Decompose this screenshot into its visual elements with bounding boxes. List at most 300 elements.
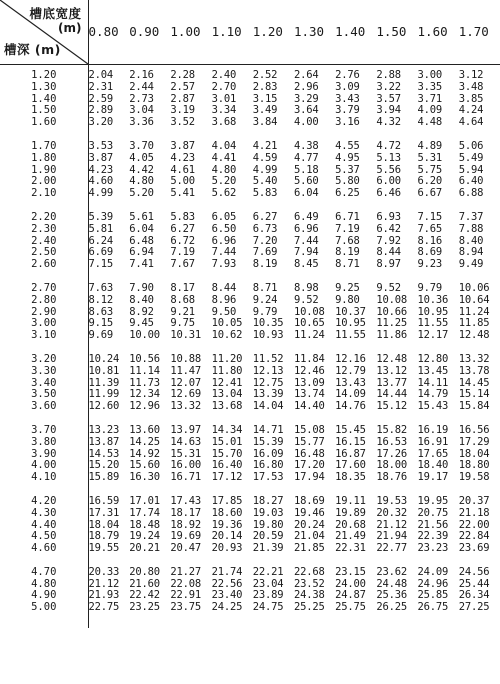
table-cell: 17.31 (88, 507, 120, 519)
table-cell: 8.71 (335, 259, 360, 271)
table-cell: 3.16 (335, 117, 360, 129)
table-row (0, 236, 500, 248)
table-cell: 3.48 (458, 81, 484, 93)
table-cell: 21.74 (211, 566, 243, 578)
table-cell: 2.88 (376, 70, 401, 81)
table-cell: 19.95 (417, 495, 449, 507)
row-depth-label: 1.70 (0, 141, 88, 153)
row-depth-label: 1.20 (0, 70, 88, 82)
table-cell: 25.85 (417, 590, 449, 602)
table-cell: 17.94 (293, 472, 325, 484)
header-row (0, 0, 500, 64)
table-cell: 24.48 (376, 578, 407, 590)
table-cell: 13.39 (252, 389, 284, 401)
table-cell: 22.08 (170, 578, 201, 590)
table-row (0, 212, 500, 224)
table-cell: 2.40 (211, 70, 237, 81)
table-cell: 13.68 (211, 401, 243, 413)
table-cell: 10.37 (335, 306, 366, 318)
table-cell: 16.87 (335, 448, 366, 460)
table-cell: 6.71 (335, 211, 360, 223)
table-row (0, 105, 500, 117)
table-cell: 15.77 (293, 436, 325, 448)
table-cell: 10.95 (417, 306, 449, 318)
table-cell: 19.24 (129, 531, 160, 543)
table-row (0, 378, 500, 390)
table-cell: 14.44 (376, 389, 407, 401)
table-cell: 4.09 (417, 105, 443, 117)
table-cell: 12.46 (293, 365, 325, 377)
spacer-cell (88, 413, 500, 425)
table-cell: 21.93 (88, 590, 120, 602)
spacer-cell (0, 342, 88, 354)
table-cell: 5.18 (293, 164, 319, 176)
table-cell: 9.15 (88, 318, 114, 330)
table-cell: 23.40 (211, 590, 243, 602)
table-cell: 2.87 (170, 93, 195, 105)
table-cell: 9.69 (88, 330, 114, 342)
table-cell: 2.57 (170, 81, 195, 93)
table-cell: 9.50 (211, 306, 237, 318)
table-cell: 10.35 (252, 318, 284, 330)
table-cell: 4.89 (417, 140, 443, 152)
table-cell: 13.32 (170, 401, 201, 413)
table-cell: 16.56 (458, 424, 490, 436)
table-cell: 9.21 (170, 306, 195, 318)
table-cell: 11.25 (376, 318, 407, 330)
table-cell: 13.04 (211, 389, 243, 401)
table-cell: 10.93 (252, 330, 284, 342)
table-cell: 13.23 (88, 424, 120, 436)
table-cell: 13.87 (88, 436, 120, 448)
table-cell: 18.69 (293, 495, 325, 507)
table-cell: 15.43 (417, 401, 449, 413)
table-cell: 16.19 (417, 424, 449, 436)
table-cell: 8.96 (211, 294, 237, 306)
group-spacer (0, 614, 500, 628)
table-cell: 4.42 (129, 164, 154, 176)
spacer-cell (0, 555, 88, 567)
table-cell: 15.70 (211, 448, 243, 460)
table-cell: 16.80 (252, 460, 284, 472)
table-cell: 7.94 (293, 247, 319, 259)
table-cell: 10.62 (211, 330, 243, 342)
column-axis-unit: (m) (58, 21, 82, 35)
row-depth-label: 2.50 (0, 247, 88, 259)
table-cell: 17.29 (458, 436, 490, 448)
table-cell: 22.31 (335, 543, 366, 555)
table-cell: 8.19 (335, 247, 360, 259)
table-row (0, 318, 500, 330)
table-row (0, 354, 500, 366)
table-cell: 5.13 (376, 152, 401, 164)
row-depth-label: 2.70 (0, 283, 88, 295)
table-cell: 9.23 (417, 259, 443, 271)
table-cell: 8.12 (88, 294, 114, 306)
table-cell: 24.09 (417, 566, 449, 578)
table-cell: 2.73 (129, 93, 154, 105)
table-cell: 15.01 (211, 436, 243, 448)
table-row (0, 330, 500, 342)
table-cell: 5.39 (88, 211, 114, 223)
row-depth-label: 3.70 (0, 425, 88, 437)
table-cell: 4.48 (417, 117, 443, 129)
table-cell: 3.64 (293, 105, 319, 117)
group-spacer (0, 484, 500, 496)
table-cell: 25.25 (293, 602, 325, 614)
table-cell: 4.23 (170, 152, 195, 164)
table-row (0, 224, 500, 236)
table-cell: 6.27 (252, 211, 278, 223)
table-cell: 11.39 (88, 377, 120, 389)
table-cell: 12.48 (458, 330, 490, 342)
table-cell: 8.71 (252, 282, 278, 294)
table-cell: 3.71 (417, 93, 443, 105)
table-cell: 13.77 (376, 377, 407, 389)
table-row (0, 389, 500, 401)
table-cell: 7.69 (252, 247, 278, 259)
table-cell: 16.71 (170, 472, 201, 484)
table-cell: 3.94 (376, 105, 401, 117)
table-cell: 15.12 (376, 401, 407, 413)
table-cell: 2.70 (211, 81, 237, 93)
table-cell: 21.12 (88, 578, 120, 590)
table-cell: 3.29 (293, 93, 319, 105)
table-cell: 18.92 (170, 519, 201, 531)
table-cell: 12.13 (252, 365, 284, 377)
table-row (0, 295, 500, 307)
table-cell: 6.49 (293, 211, 319, 223)
table-cell: 16.59 (88, 495, 120, 507)
table-cell: 5.37 (335, 164, 360, 176)
table-cell: 2.89 (88, 105, 114, 117)
row-depth-label: 1.80 (0, 153, 88, 165)
table-cell: 4.05 (129, 152, 154, 164)
table-cell: 17.43 (170, 495, 201, 507)
row-axis-title: 槽深 (m) (4, 41, 61, 57)
table-cell: 6.25 (335, 188, 360, 200)
table-cell: 9.79 (252, 306, 278, 318)
table-cell: 11.24 (458, 306, 490, 318)
table-cell: 6.96 (293, 223, 319, 235)
table-cell: 5.40 (252, 176, 278, 188)
table-cell: 23.75 (170, 602, 201, 614)
row-depth-label: 4.00 (0, 460, 88, 472)
table-cell: 21.49 (335, 531, 366, 543)
table-cell: 11.86 (376, 330, 407, 342)
spacer-cell (88, 342, 500, 354)
table-cell: 5.00 (170, 176, 195, 188)
table-cell: 5.62 (211, 188, 237, 200)
table-cell: 3.70 (129, 140, 154, 152)
spacer-cell (88, 271, 500, 283)
table-cell: 22.68 (293, 566, 325, 578)
table-cell: 10.88 (170, 353, 201, 365)
table-cell: 13.32 (458, 353, 490, 365)
spacer-cell (0, 614, 88, 628)
column-header: 0.80 (88, 0, 129, 64)
table-cell: 5.61 (129, 211, 154, 223)
row-depth-label: 4.30 (0, 508, 88, 520)
table-cell: 19.53 (376, 495, 407, 507)
row-depth-label: 2.20 (0, 212, 88, 224)
table-row (0, 543, 500, 555)
group-spacer (0, 555, 500, 567)
row-depth-label: 2.60 (0, 259, 88, 271)
table-cell: 8.69 (417, 247, 443, 259)
table-cell: 17.74 (129, 507, 160, 519)
row-depth-label: 4.80 (0, 579, 88, 591)
table-cell: 18.00 (376, 460, 407, 472)
table-cell: 14.40 (293, 401, 325, 413)
spacer-cell (0, 484, 88, 496)
table-cell: 5.31 (417, 152, 443, 164)
table-cell: 3.12 (458, 70, 484, 81)
table-cell: 14.79 (417, 389, 449, 401)
table-cell: 4.95 (335, 152, 360, 164)
group-spacer (0, 342, 500, 354)
table-cell: 2.31 (88, 81, 114, 93)
table-cell: 19.36 (211, 519, 243, 531)
table-cell: 19.46 (293, 507, 325, 519)
table-cell: 13.12 (376, 365, 407, 377)
column-header: 1.30 (294, 0, 335, 64)
table-cell: 6.20 (417, 176, 443, 188)
table-cell: 2.64 (293, 70, 319, 81)
table-cell: 3.79 (335, 105, 360, 117)
table-cell: 3.85 (458, 93, 484, 105)
table-cell: 5.06 (458, 140, 484, 152)
table-cell: 7.90 (129, 282, 154, 294)
table-cell: 12.80 (417, 353, 449, 365)
table-cell: 3.57 (376, 93, 401, 105)
spacer-cell (0, 413, 88, 425)
table-row (0, 307, 500, 319)
table-cell: 3.34 (211, 105, 237, 117)
table-cell: 7.44 (293, 235, 319, 247)
table-cell: 16.15 (335, 436, 366, 448)
table-cell: 12.75 (252, 377, 284, 389)
row-depth-label: 1.40 (0, 94, 88, 106)
table-cell: 13.45 (417, 365, 449, 377)
table-cell: 17.26 (376, 448, 407, 460)
table-cell: 18.17 (170, 507, 201, 519)
table-cell: 8.44 (211, 282, 237, 294)
table-cell: 9.75 (170, 318, 195, 330)
table-row (0, 449, 500, 461)
table-cell: 6.50 (211, 223, 237, 235)
table-cell: 7.93 (211, 259, 237, 271)
table-cell: 19.17 (417, 472, 449, 484)
spacer-cell (88, 129, 500, 141)
table-row (0, 247, 500, 259)
table-cell: 22.21 (252, 566, 284, 578)
table-cell: 8.40 (129, 294, 154, 306)
table-cell: 22.42 (129, 590, 160, 602)
table-cell: 16.00 (170, 460, 201, 472)
table-cell: 11.47 (170, 365, 201, 377)
table-cell: 5.56 (376, 164, 401, 176)
table-cell: 7.92 (376, 235, 401, 247)
table-cell: 18.35 (335, 472, 366, 484)
table-cell: 4.77 (293, 152, 319, 164)
table-cell: 16.30 (129, 472, 160, 484)
table-cell: 20.37 (458, 495, 490, 507)
table-cell: 25.36 (376, 590, 407, 602)
table-cell: 3.00 (417, 70, 443, 81)
table-cell: 5.80 (335, 176, 360, 188)
table-cell: 15.45 (335, 424, 366, 436)
table-cell: 8.19 (252, 259, 278, 271)
table-cell: 2.76 (335, 70, 360, 81)
row-depth-label: 4.70 (0, 567, 88, 579)
table-cell: 15.89 (88, 472, 120, 484)
table-cell: 11.14 (129, 365, 160, 377)
table-cell: 16.91 (417, 436, 449, 448)
table-cell: 12.79 (335, 365, 366, 377)
table-cell: 9.79 (417, 282, 443, 294)
row-depth-label: 5.00 (0, 602, 88, 614)
table-cell: 11.55 (417, 318, 449, 330)
table-cell: 4.99 (252, 164, 278, 176)
table-cell: 5.49 (458, 152, 484, 164)
column-axis-title: 槽底宽度 (29, 6, 82, 21)
table-cell: 20.47 (170, 543, 201, 555)
table-cell: 16.48 (293, 448, 325, 460)
table-cell: 4.04 (211, 140, 237, 152)
table-cell: 21.12 (376, 519, 407, 531)
table-cell: 20.21 (129, 543, 160, 555)
table-cell: 12.48 (376, 353, 407, 365)
table-cell: 7.37 (458, 211, 484, 223)
table-cell: 3.84 (252, 117, 278, 129)
table-cell: 10.36 (417, 294, 449, 306)
table-cell: 4.72 (376, 140, 401, 152)
table-cell: 4.32 (376, 117, 401, 129)
table-cell: 4.24 (458, 105, 484, 117)
table-cell: 14.53 (88, 448, 120, 460)
column-header: 0.90 (129, 0, 170, 64)
table-cell: 11.85 (458, 318, 490, 330)
table-cell: 21.18 (458, 507, 490, 519)
table-cell: 8.94 (458, 247, 484, 259)
group-spacer (0, 200, 500, 212)
row-depth-label: 4.90 (0, 590, 88, 602)
table-cell: 9.24 (252, 294, 278, 306)
table-cell: 14.76 (335, 401, 366, 413)
table-cell: 21.56 (417, 519, 449, 531)
table-cell: 20.68 (335, 519, 366, 531)
table-row (0, 176, 500, 188)
table-cell: 22.56 (211, 578, 243, 590)
table-cell: 22.00 (458, 519, 490, 531)
table-cell: 4.59 (252, 152, 278, 164)
table-cell: 19.58 (458, 472, 490, 484)
table-cell: 5.41 (170, 188, 195, 200)
table-row (0, 496, 500, 508)
table-row (0, 70, 500, 82)
table-cell: 15.14 (458, 389, 490, 401)
table-cell: 8.45 (293, 259, 319, 271)
table-cell: 23.69 (458, 543, 490, 555)
table-cell: 18.48 (129, 519, 160, 531)
row-depth-label: 3.20 (0, 354, 88, 366)
row-depth-label: 3.00 (0, 318, 88, 330)
table-cell: 15.84 (458, 401, 490, 413)
table-cell: 12.41 (211, 377, 243, 389)
table-row (0, 579, 500, 591)
table-cell: 8.98 (293, 282, 319, 294)
table-row (0, 508, 500, 520)
table-cell: 21.39 (252, 543, 284, 555)
spacer-cell (0, 271, 88, 283)
table-cell: 4.64 (458, 117, 484, 129)
table-cell: 22.84 (458, 531, 490, 543)
column-header: 1.50 (376, 0, 417, 64)
table-cell: 16.09 (252, 448, 284, 460)
table-cell: 9.52 (376, 282, 401, 294)
table-cell: 6.69 (88, 247, 114, 259)
table-cell: 16.40 (211, 460, 243, 472)
group-spacer (0, 413, 500, 425)
table-cell: 22.39 (417, 531, 449, 543)
table-cell: 21.04 (293, 531, 325, 543)
table-cell: 24.25 (211, 602, 243, 614)
table-cell: 15.31 (170, 448, 201, 460)
table-cell: 7.41 (129, 259, 154, 271)
group-spacer (0, 271, 500, 283)
row-depth-label: 1.60 (0, 117, 88, 129)
table-row (0, 460, 500, 472)
table-cell: 24.75 (252, 602, 284, 614)
table-cell: 26.34 (458, 590, 490, 602)
table-row (0, 472, 500, 484)
table-cell: 13.74 (293, 389, 325, 401)
row-depth-label: 4.60 (0, 543, 88, 555)
table-cell: 6.04 (129, 223, 154, 235)
table-cell: 19.80 (252, 519, 284, 531)
table-cell: 4.38 (293, 140, 319, 152)
table-row (0, 567, 500, 579)
table-cell: 7.44 (211, 247, 237, 259)
row-depth-label: 3.50 (0, 389, 88, 401)
table-cell: 5.94 (458, 164, 484, 176)
table-cell: 18.80 (458, 460, 490, 472)
table-cell: 14.04 (252, 401, 284, 413)
table-cell: 27.25 (458, 602, 490, 614)
table-cell: 6.05 (211, 211, 237, 223)
table-cell: 6.94 (129, 247, 154, 259)
row-depth-label: 2.10 (0, 188, 88, 200)
table-cell: 19.03 (252, 507, 284, 519)
table-cell: 11.84 (293, 353, 325, 365)
table-cell: 4.80 (129, 176, 154, 188)
table-cell: 4.21 (252, 140, 278, 152)
table-cell: 20.14 (211, 531, 243, 543)
table-cell: 10.00 (129, 330, 160, 342)
table-row (0, 165, 500, 177)
row-depth-label: 1.30 (0, 82, 88, 94)
table-cell: 10.64 (458, 294, 490, 306)
table-cell: 3.49 (252, 105, 278, 117)
table-cell: 2.16 (129, 70, 154, 81)
column-header: 1.00 (170, 0, 211, 64)
table-cell: 23.25 (129, 602, 160, 614)
table-cell: 10.95 (335, 318, 366, 330)
table-cell: 8.44 (376, 247, 401, 259)
table-cell: 7.67 (170, 259, 195, 271)
table-body (0, 64, 500, 628)
